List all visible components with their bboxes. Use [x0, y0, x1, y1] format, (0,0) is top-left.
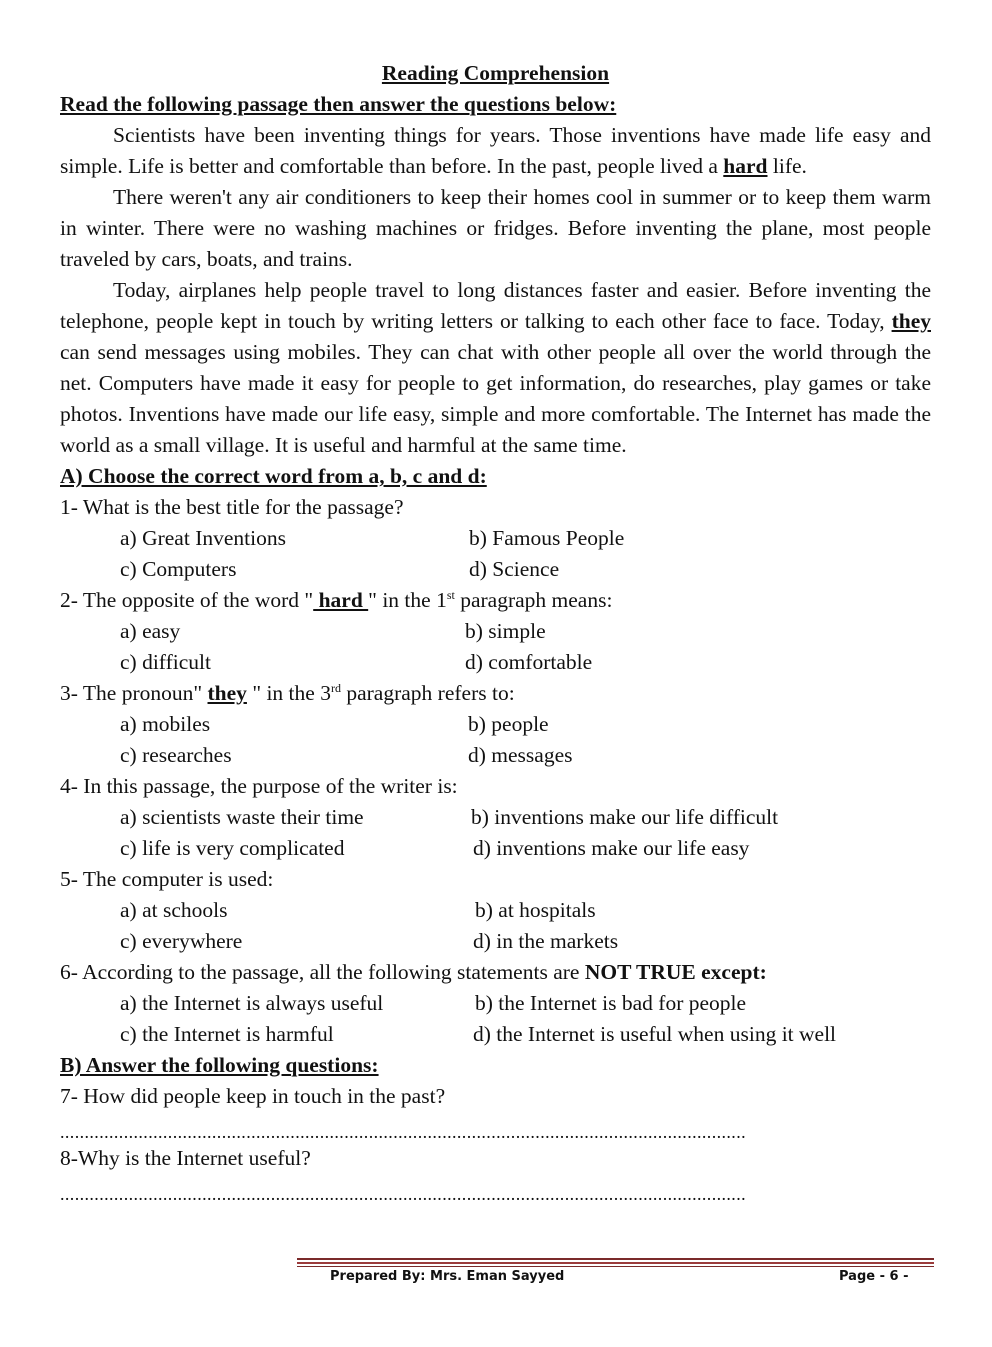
question-1: 1- What is the best title for the passage?	[60, 495, 404, 519]
option[interactable]: b) the Internet is bad for people	[475, 991, 747, 1015]
question-6: 6- According to the passage, all the following statements are NOT TRUE except:	[60, 960, 767, 984]
option[interactable]: c) Computers	[120, 557, 237, 581]
question-5: 5- The computer is used:	[60, 867, 274, 891]
option[interactable]: c) the Internet is harmful	[120, 1022, 334, 1046]
question-4: 4- In this passage, the purpose of the writer is:	[60, 774, 458, 798]
option[interactable]: d) the Internet is useful when using it well	[473, 1022, 837, 1046]
option[interactable]: a) the Internet is always useful	[120, 991, 384, 1015]
question-2-options	[60, 616, 931, 678]
option[interactable]: a) scientists waste their time	[120, 805, 364, 829]
page-title: Reading Comprehension	[381, 61, 610, 85]
question-6-options	[60, 988, 931, 1050]
option[interactable]: d) in the markets	[473, 929, 619, 953]
question-5-options	[60, 895, 931, 957]
passage-paragraph-2: There weren't any air conditioners to keep their homes cool in summer or to keep them warm in winter. There were no washing machines or fridges. Before inventing the plane, most people traveled by cars, boats, and trains.	[60, 185, 931, 271]
option[interactable]: b) people	[468, 712, 549, 736]
keyword-they: they	[207, 681, 247, 705]
option[interactable]: c) researches	[120, 743, 232, 767]
footer-rule	[297, 1258, 934, 1267]
option[interactable]: b) Famous People	[469, 526, 625, 550]
question-8: 8-Why is the Internet useful?	[60, 1146, 311, 1170]
answer-line-8[interactable]: ............................................................................................................................................	[60, 1184, 746, 1204]
option[interactable]: d) inventions make our life easy	[473, 836, 750, 860]
option[interactable]: a) mobiles	[120, 712, 211, 736]
question-3-options	[60, 709, 931, 771]
option[interactable]: b) simple	[465, 619, 546, 643]
option[interactable]: a) Great Inventions	[120, 526, 286, 550]
question-1-options	[60, 523, 931, 585]
section-b-heading: B) Answer the following questions:	[60, 1053, 379, 1077]
emphasis-not-true: NOT TRUE except:	[584, 960, 767, 984]
worksheet	[60, 58, 931, 1205]
option[interactable]: a) at schools	[120, 898, 228, 922]
option[interactable]: b) at hospitals	[475, 898, 596, 922]
answer-line-7[interactable]: ............................................................................................................................................	[60, 1122, 746, 1142]
option[interactable]: c) difficult	[120, 650, 211, 674]
option[interactable]: c) life is very complicated	[120, 836, 345, 860]
footer-page-number: Page - 6 -	[839, 1269, 909, 1284]
option[interactable]: d) messages	[468, 743, 573, 767]
option[interactable]: a) easy	[120, 619, 181, 643]
passage-paragraph-1: Scientists have been inventing things for years. Those inventions have made life easy and simple. Life is better and comfortable than before. In the past, people lived a hard life.	[60, 123, 931, 178]
question-2: 2- The opposite of the word " hard " in the 1st paragraph means:	[60, 587, 613, 612]
question-4-options	[60, 802, 931, 864]
option[interactable]: b) inventions make our life difficult	[471, 805, 779, 829]
keyword-they: they	[891, 309, 931, 333]
option[interactable]: d) comfortable	[465, 650, 593, 674]
option[interactable]: d) Science	[469, 557, 560, 581]
question-7: 7- How did people keep in touch in the past?	[60, 1084, 446, 1108]
footer-author: Prepared By: Mrs. Eman Sayyed	[330, 1269, 565, 1284]
section-a-heading: A) Choose the correct word from a, b, c and d:	[60, 464, 487, 488]
keyword-hard: hard	[723, 154, 768, 178]
option[interactable]: c) everywhere	[120, 929, 243, 953]
keyword-hard: hard	[313, 588, 369, 612]
passage-paragraph-3: Today, airplanes help people travel to long distances faster and easier. Before inventing the telephone, people kept in touch by writing letters or talking to each other face to face. Today, they can send messages using mobiles. They can chat with other people all over the world through the net. Computers have made it easy for people to get information, do researches, play games or take photos. Inventions have made our life easy, simple and more comfortable. The Internet has made the world as a small village. It is useful and harmful at the same time.	[60, 278, 931, 457]
question-3: 3- The pronoun" they " in the 3rd paragraph refers to:	[60, 680, 515, 705]
instruction-heading: Read the following passage then answer the questions below:	[60, 92, 617, 116]
